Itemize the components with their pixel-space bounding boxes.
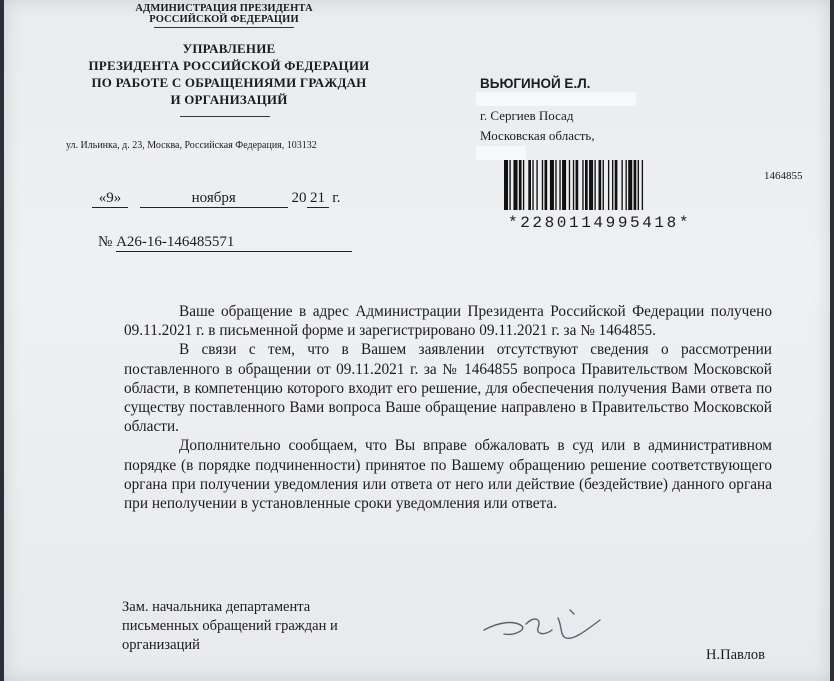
body-paragraph-1: Ваше обращение в адрес Администрации Президента Российской Федерации получено 09.11.2021 г. в письменной форме и зарегистрировано 09.11.2021 г. за № 1464855. — [124, 303, 772, 340]
reg-number-value: А26-16-146485571 — [116, 234, 352, 252]
barcode-bar — [559, 160, 560, 210]
letter-body — [124, 302, 772, 513]
barcode-bar — [504, 160, 508, 210]
date-year-prefix: 20 — [291, 190, 307, 206]
barcode-bar — [550, 160, 554, 210]
barcode-bar — [582, 160, 583, 210]
barcode-bar — [626, 160, 627, 210]
barcode — [504, 160, 754, 210]
barcode-bar — [576, 160, 579, 210]
letter-date — [92, 190, 382, 208]
position-line-2: письменных обращений граждан и — [122, 618, 338, 634]
barcode-bar — [519, 160, 522, 210]
body-paragraph-3: Дополнительно сообщаем, что Вы вправе обжаловать в суд или в административном порядке (в порядке подчиненности) принятое по Вашему обращению решение соответствующего органа при получении уведомления или ответа от него или действие (бездействие) данного органа при неполучении в установленные сроки уведомления или ответа. — [124, 437, 772, 513]
barcode-bar — [599, 160, 602, 210]
date-month: ноября — [140, 190, 288, 208]
barcode-bar — [562, 160, 566, 210]
dept-line-1: УПРАВЛЕНИЕ — [182, 41, 276, 56]
recipient-region: Московская область, — [480, 128, 595, 143]
redacted-street — [476, 92, 636, 106]
signatory-position — [122, 598, 422, 655]
barcode-bar — [628, 160, 632, 210]
dept-line-4: И ОРГАНИЗАЦИЙ — [170, 92, 288, 107]
barcode-bar — [536, 160, 537, 210]
dept-line-3: ПО РАБОТЕ С ОБРАЩЕНИЯМИ ГРАЖДАН — [91, 75, 367, 90]
barcode-bar — [594, 160, 595, 210]
admin-line-2: РОССИЙСКОЙ ФЕДЕРАЦИИ — [149, 14, 299, 25]
date-year-mark: г. — [332, 190, 341, 206]
recipient-name: ВЬЮГИНОЙ Е.Л. — [480, 76, 591, 91]
barcode-bar — [615, 160, 618, 210]
barcode-bar — [634, 160, 637, 210]
barcode-bar — [603, 160, 604, 210]
barcode-bar — [542, 160, 543, 210]
department-title — [44, 40, 414, 108]
barcode-bar — [589, 160, 593, 210]
barcode-bar — [608, 160, 609, 210]
date-day: «9» — [92, 190, 128, 208]
date-year-suffix: 21 — [307, 190, 329, 208]
barcode-bar — [612, 160, 613, 210]
redacted-postcode — [476, 146, 526, 160]
sender-address: ул. Ильинка, д. 23, Москва, Российская Федерация, 103132 — [66, 140, 317, 151]
barcode-bar — [532, 160, 533, 210]
header-divider-top — [154, 27, 294, 28]
barcode-digits: *2280114995418* — [508, 214, 692, 232]
header-divider-bottom — [180, 116, 270, 117]
recipient-city: г. Сергиев Посад — [480, 108, 574, 123]
registration-number — [98, 234, 368, 252]
barcode-bar — [573, 160, 574, 210]
barcode-bar — [569, 160, 570, 210]
admin-line-1: АДМИНИСТРАЦИЯ ПРЕЗИДЕНТА — [135, 3, 313, 14]
barcode-bar — [638, 160, 639, 210]
dept-line-2: ПРЕЗИДЕНТА РОССИЙСКОЙ ФЕДЕРАЦИИ — [88, 58, 370, 73]
letter-page — [4, 0, 830, 681]
barcode-bar — [642, 160, 643, 210]
position-line-1: Зам. начальника департамента — [122, 599, 311, 615]
barcode-bar — [585, 160, 588, 210]
barcode-side-number: 1464855 — [764, 170, 803, 182]
barcode-bar — [528, 160, 531, 210]
barcode-bar — [513, 160, 517, 210]
body-paragraph-2: В связи с тем, что в Вашем заявлении отсутствуют сведения о рассмотрении поставленного в обращении от 09.11.2021 г. за № 1464855 вопроса Правительством Московской области, в компетенцию которого входит его решение, для обеспечения получения Вами ответа по существу поставленного Вами вопроса Ваше обращение направлено в Правительство Московской области. — [124, 341, 772, 436]
signatory-name: Н.Павлов — [706, 647, 765, 663]
barcode-bar — [555, 160, 556, 210]
barcode-bar — [621, 160, 622, 210]
position-line-3: организаций — [122, 637, 200, 653]
barcode-bar — [523, 160, 524, 210]
barcode-bar — [545, 160, 548, 210]
handwritten-signature — [474, 596, 624, 656]
reg-number-label: № — [98, 234, 113, 250]
barcode-bar — [509, 160, 510, 210]
